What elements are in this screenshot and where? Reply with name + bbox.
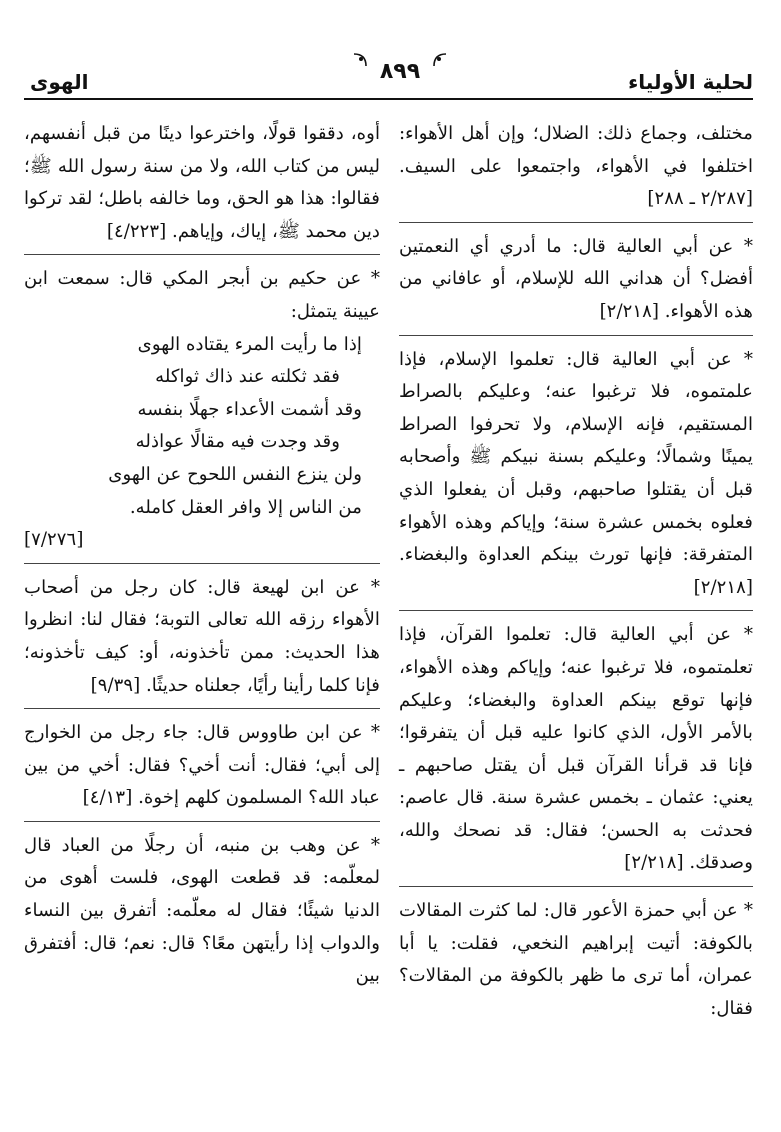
paragraph: * عن حكيم بن أبجر المكي قال: سمعت ابن عيينة يتمثل: [24, 268, 380, 322]
paragraph: * عن ابن طاووس قال: جاء رجل من الخوارج إلى أبي؛ فقال: أنت أخي؟ فقال: أخي من بين عباد الله؟ المسلمون كلهم إخوة. [٤/١٣] [24, 722, 380, 809]
paragraph: مختلف، وجماع ذلك: الضلال؛ وإن أهل الأهواء: اختلفوا في الأهواء، واجتمعوا على السيف. [٢/٢٨٧ ـ ٢٨٨] [399, 123, 753, 210]
poem-verse: من الناس إلا وافر العقل كامله. [129, 496, 362, 518]
poem-verse: وقد وجدت فيه مقالًا عواذله [135, 431, 340, 453]
page-number: ٨٩٩ [379, 58, 421, 84]
poem-verse: وقد أشمت الأعداء جهلًا بنفسه [137, 398, 362, 420]
poem-verse: فقد ثكلته عند ذاك ثواكله [155, 366, 340, 388]
divider [24, 821, 380, 822]
paragraph: * عن أبي العالية قال: تعلموا القرآن، فإذا تعلمتموه، فلا ترغبوا عنه؛ وإياكم وهذه الأهواء، فإنها توقع بينكم العداوة والبغضاء؛ وعليكم بالأمر الأول، الذي كانوا عليه قبل أن يتفرقوا؛ فإنا قد قرأنا القرآن قبل أن يقتل صاحبهم ـ يعني: عثمان ـ بخمس عشرة سنة. قال عاصم: فحدثت به الحسن؛ فقال: قد نصحك والله، وصدقك. [٢/٢١٨] [399, 624, 753, 874]
section-title: الهوى [30, 70, 89, 94]
divider [24, 708, 380, 709]
paragraph: * عن أبي العالية قال: ما أدري أي النعمتين أفضل؟ أن هداني الله للإسلام، أو عافاني من هذه الأهواء. [٢/٢١٨] [399, 235, 753, 322]
header-rule [24, 98, 753, 100]
page-number-frame [354, 52, 446, 90]
divider [24, 563, 380, 564]
book-title: لحلية الأولياء [628, 70, 753, 94]
divider [399, 335, 753, 336]
reference: [٧/٢٧٦] [24, 529, 84, 551]
paragraph: * عن وهب بن منبه، أن رجلًا من العباد قال لمعلّمه: قد قطعت الهوى، فلست أهوى من الدنيا شيئًا؛ فقال له معلّمه: أتفرق بين النساء والدواب إذا رأيتهن معًا؟ قال: نعم؛ قال: أفتفرق بين [24, 834, 380, 987]
divider [399, 886, 753, 887]
divider [399, 610, 753, 611]
divider [24, 254, 380, 255]
paragraph: * عن أبي العالية قال: تعلموا الإسلام، فإذا علمتموه، فلا ترغبوا عنه؛ وعليكم بالصراط المستقيم، فإنه الإسلام، ولا تحرفوا الصراط يمينًا وشمالًا؛ وعليكم بسنة نبيكم ﷺ وأصحابه قبل أن يقتلوا صاحبهم، وقبل أن يفعلوا الذي فعلوه بخمس عشرة سنة؛ وإياكم وهذه الأهواء المتفرقة: فإنها تورث بينكم العداوة والبغضاء. [٢/٢١٨] [399, 348, 753, 598]
left-column [24, 118, 380, 993]
poem-verse: إذا ما رأيت المرء يقتاده الهوى [137, 333, 362, 355]
ornament-icon [432, 52, 448, 68]
paragraph: أوه، دققوا قولًا، واخترعوا دينًا من قبل أنفسهم، ليس من كتاب الله، ولا من سنة رسول الله ﷺ؛ فقالوا: هذا هو الحق، وما خالفه باطل؛ لقد تركوا دين محمد ﷺ، إياك، وإياهم. [٤/٢٢٣] [24, 123, 380, 242]
divider [399, 222, 753, 223]
ornament-icon [352, 52, 368, 68]
right-column [399, 118, 753, 1025]
paragraph: * عن ابن لهيعة قال: كان رجل من أصحاب الأهواء رزقه الله تعالى التوبة؛ فقال لنا: انظروا هذا الحديث: ممن تأخذونه، أو: كيف تأخذونه؛ فإنا كلما رأينا رأيًا، جعلناه حديثًا. [٩/٣٩] [24, 576, 380, 696]
page-header [24, 52, 753, 98]
poem-verse: ولن ينزع النفس اللحوح عن الهوى [108, 463, 362, 485]
paragraph: * عن أبي حمزة الأعور قال: لما كثرت المقالات بالكوفة: أتيت إبراهيم النخعي، فقلت: يا أبا عمران، أما ترى ما ظهر بالكوفة من المقالات؟ فقال: [399, 900, 753, 1019]
